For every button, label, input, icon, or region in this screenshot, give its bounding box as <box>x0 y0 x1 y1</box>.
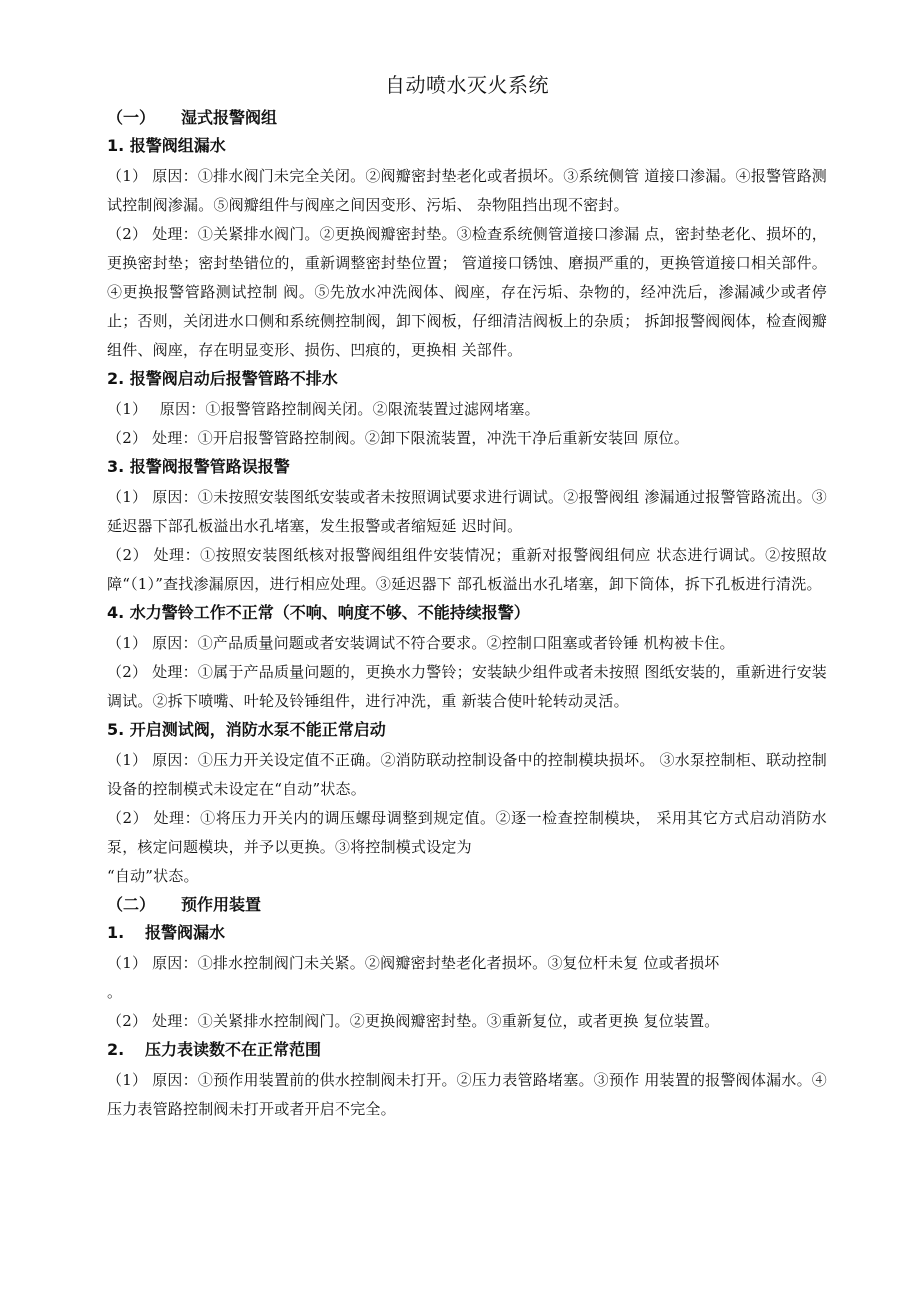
subsection-heading: 5. 开启测试阀，消防水泵不能正常启动 <box>107 720 386 739</box>
paragraph-cause: （1） 原因：①排水阀门未完全关闭。②阀瓣密封垫老化或者损坏。③系统侧管 道接口渗漏。④报警管路测试控制阀渗漏。⑤阀瓣组件与阀座之间因变形、污垢、 杂物阻挡出现不密封。 <box>107 167 827 214</box>
paragraph-treatment: （2） 处理：①关紧排水控制阀门。②更换阀瓣密封垫。③重新复位，或者更换 复位装置。 <box>107 1012 720 1030</box>
document-title: 自动喷水灭火系统 <box>385 73 549 97</box>
paragraph-continuation: “自动”状态。 <box>107 867 199 885</box>
subsection-title: 压力表读数不在正常范围 <box>145 1040 322 1059</box>
section-heading-wet-alarm-valve <box>107 104 827 132</box>
section-title: 湿式报警阀组 <box>181 108 278 127</box>
paragraph-treatment: （2） 处理：①将压力开关内的调压螺母调整到规定值。②逐一检查控制模块， 采用其它方式启动消防水泵，核定问题模块，并予以更换。③将控制模式设定为 <box>107 809 827 856</box>
subsection-heading: 3. 报警阀报警管路误报警 <box>107 457 290 476</box>
section-title: 预作用装置 <box>181 895 262 914</box>
subsection-heading <box>107 1036 827 1066</box>
subsection-number: 1. <box>107 923 125 942</box>
paragraph-cause: （1） 原因：①产品质量问题或者安装调试不符合要求。②控制口阻塞或者铃锤 机构被卡住。 <box>107 634 735 652</box>
subsection-heading <box>107 919 827 949</box>
paragraph-treatment: （2） 处理：①开启报警管路控制阀。②卸下限流装置，冲洗干净后重新安装回 原位。 <box>107 429 690 447</box>
paragraph-stray-punctuation: 。 <box>107 983 123 1001</box>
subsection-number: 2. <box>107 1040 125 1059</box>
paragraph-cause: （1） 原因：①报警管路控制阀关闭。②限流装置过滤网堵塞。 <box>107 400 540 418</box>
paragraph-cause: （1） 原因：①预作用装置前的供水控制阀未打开。②压力表管路堵塞。③预作 用装置的报警阀体漏水。④压力表管路控制阀未打开或者开启不完全。 <box>107 1071 827 1118</box>
paragraph-treatment: （2） 处理：①按照安装图纸核对报警阀组组件安装情况；重新对报警阀组伺应 状态进行调试。②按照故障“（1）”查找渗漏原因，进行相应处理。③延迟器下 部孔板溢出水孔堵塞，卸下筒体，拆下孔板进行清洗。 <box>107 546 827 593</box>
section-number: （二） <box>107 895 156 914</box>
subsection-heading: 2. 报警阀启动后报警管路不排水 <box>107 369 338 388</box>
paragraph-cause: （1） 原因：①压力开关设定值不正确。②消防联动控制设备中的控制模块损坏。 ③水泵控制柜、联动控制设备的控制模式未设定在“自动”状态。 <box>107 751 827 798</box>
subsection-title: 报警阀漏水 <box>145 923 226 942</box>
paragraph-cause: （1） 原因：①排水控制阀门未关紧。②阀瓣密封垫老化者损坏。③复位杆未复 位或者损坏 <box>107 954 720 972</box>
paragraph-treatment: （2） 处理：①属于产品质量问题的，更换水力警铃；安装缺少组件或者未按照 图纸安装的，重新进行安装调试。②拆下喷嘴、叶轮及铃锤组件，进行冲洗，重 新装合使叶轮转动灵活。 <box>107 663 827 710</box>
subsection-heading: 4. 水力警铃工作不正常（不响、响度不够、不能持续报警） <box>107 603 530 622</box>
paragraph-cause: （1） 原因：①未按照安装图纸安装或者未按照调试要求进行调试。②报警阀组 渗漏通过报警管路流出。③延迟器下部孔板溢出水孔堵塞，发生报警或者缩短延 迟时间。 <box>107 488 827 535</box>
paragraph-treatment: （2） 处理：①关紧排水阀门。②更换阀瓣密封垫。③检查系统侧管道接口渗漏 点，密封垫老化、损坏的，更换密封垫；密封垫错位的，重新调整密封垫位置； 管道接口锈蚀、磨损严重的，更换管道接口相关部件。④更换报警管路测试控制 阀。⑤先放水冲洗阀体、阀座，存在污垢、杂物的，经冲洗后，渗漏减少或者停 止；否则，关闭进水口侧和系统侧控制阀，卸下阀板，仔细清洁阀板上的杂质； 拆卸报警阀阀体，检查阀瓣组件、阀座，存在明显变形、损伤、凹痕的，更换相 关部件。 <box>107 225 827 359</box>
document-page <box>107 68 827 1124</box>
subsection-heading: 1. 报警阀组漏水 <box>107 136 226 155</box>
section-number: （一） <box>107 108 156 127</box>
section-heading-preaction-device <box>107 891 827 919</box>
